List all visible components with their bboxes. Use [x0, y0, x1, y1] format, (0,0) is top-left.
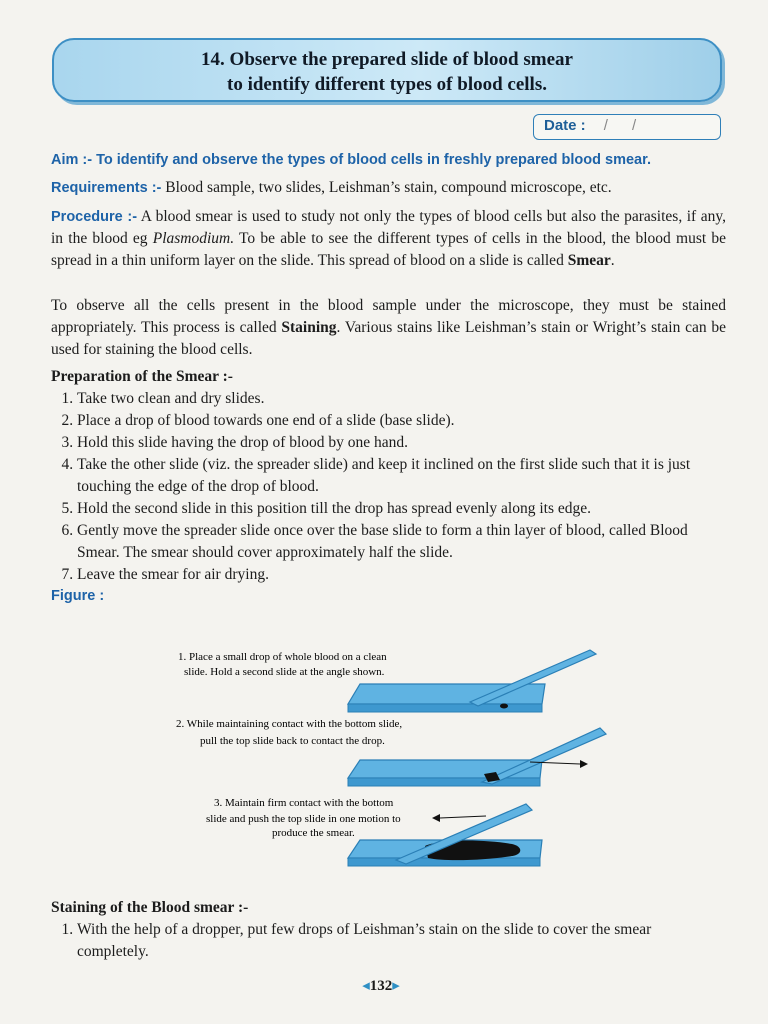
page-number: ◂132▸: [362, 978, 400, 994]
caption-3c: produce the smear.: [272, 827, 355, 839]
base-slide-2-edge: [348, 778, 540, 786]
list-item: 7. Leave the smear for air drying.: [77, 564, 726, 586]
staining-steps: [51, 919, 726, 963]
procedure-text-a: A blood smear is used to study not only the types of blood cells but also the parasites, if any, in the blood eg: [51, 208, 726, 247]
procedure-label: Procedure :-: [51, 209, 138, 225]
aim-text: Aim :- To identify and observe the types of blood cells in freshly prepared blood smear.: [51, 152, 651, 168]
pull-arrow-head: [580, 760, 588, 768]
list-item: 3. Hold this slide having the drop of blood by one hand.: [77, 432, 726, 454]
blood-drop: [500, 704, 508, 709]
caption-3a: 3. Maintain firm contact with the bottom: [214, 797, 394, 809]
staining-section: [51, 897, 726, 963]
staining-intro-paragraph: [51, 295, 726, 361]
list-item: 6. Gently move the spreader slide once over the base slide to form a thin layer of blood, called Blood Smear. The smear should cover approximately half the slide.: [77, 520, 726, 564]
preparation-steps: [51, 388, 726, 586]
caption-1a: 1. Place a small drop of whole blood on a clean: [178, 651, 387, 663]
staining-bold: Staining: [281, 319, 337, 336]
date-box: [533, 114, 721, 140]
requirements-text: Blood sample, two slides, Leishman’s stain, compound microscope, etc.: [161, 179, 612, 196]
figure-label: Figure :: [51, 588, 105, 604]
list-item: 5. Hold the second slide in this position till the drop has spread evenly along its edge.: [77, 498, 726, 520]
page-number-value: 132: [369, 978, 393, 994]
staining-heading: Staining of the Blood smear :-: [51, 899, 249, 916]
base-slide-1-edge: [348, 704, 542, 712]
spreader-slide-2: [482, 728, 606, 784]
procedure-bold-smear: Smear: [567, 252, 611, 269]
list-item: 1. Take two clean and dry slides.: [77, 388, 726, 410]
procedure-italic: Plasmodium.: [152, 230, 235, 247]
list-item: 4. Take the other slide (viz. the spreader slide) and keep it inclined on the first slide such that it is just touching the edge of the drop of blood.: [77, 454, 726, 498]
aim-line: [51, 149, 726, 171]
preparation-heading: Preparation of the Smear :-: [51, 368, 233, 385]
staining-intro-b: . Various stains like Leishman’s stain or Wright’s stain can be used for staining the blood cells.: [51, 319, 726, 358]
procedure-paragraph: [51, 206, 726, 272]
preparation-section: [51, 366, 726, 586]
title-line-1: 14. Observe the prepared slide of blood smear: [201, 49, 573, 70]
caption-2b: pull the top slide back to contact the drop.: [200, 735, 385, 747]
push-arrow-line: [440, 816, 486, 818]
list-item: 2. Place a drop of blood towards one end of a slide (base slide).: [77, 410, 726, 432]
requirements-line: [51, 177, 726, 199]
title-line-2: to identify different types of blood cells.: [227, 74, 547, 95]
caption-1b: slide. Hold a second slide at the angle shown.: [184, 666, 385, 678]
procedure-text-b: To be able to see the different types of cells in the blood, the blood must be spread in a thin uniform layer on the slide. This spread of blood on a slide is called: [51, 230, 726, 269]
date-label: Date :: [544, 117, 586, 134]
staining-intro-a: To observe all the cells present in the blood sample under the microscope, they must be stained appropriately. This process is called: [51, 297, 726, 336]
list-item: 1. With the help of a dropper, put few drops of Leishman’s stain on the slide to cover the smear completely.: [77, 919, 726, 963]
date-blank: / /: [603, 117, 647, 134]
caption-2a: 2. While maintaining contact with the bottom slide,: [176, 718, 403, 730]
title-banner: [52, 38, 722, 102]
blood-smear-figure: [170, 640, 620, 880]
step-2-slides: [348, 728, 606, 786]
procedure-end: .: [610, 252, 615, 269]
requirements-label: Requirements :-: [51, 180, 162, 196]
caption-3b: slide and push the top slide in one motion to: [206, 813, 401, 825]
figure-label-line: [51, 585, 726, 607]
push-arrow-head: [432, 814, 440, 822]
